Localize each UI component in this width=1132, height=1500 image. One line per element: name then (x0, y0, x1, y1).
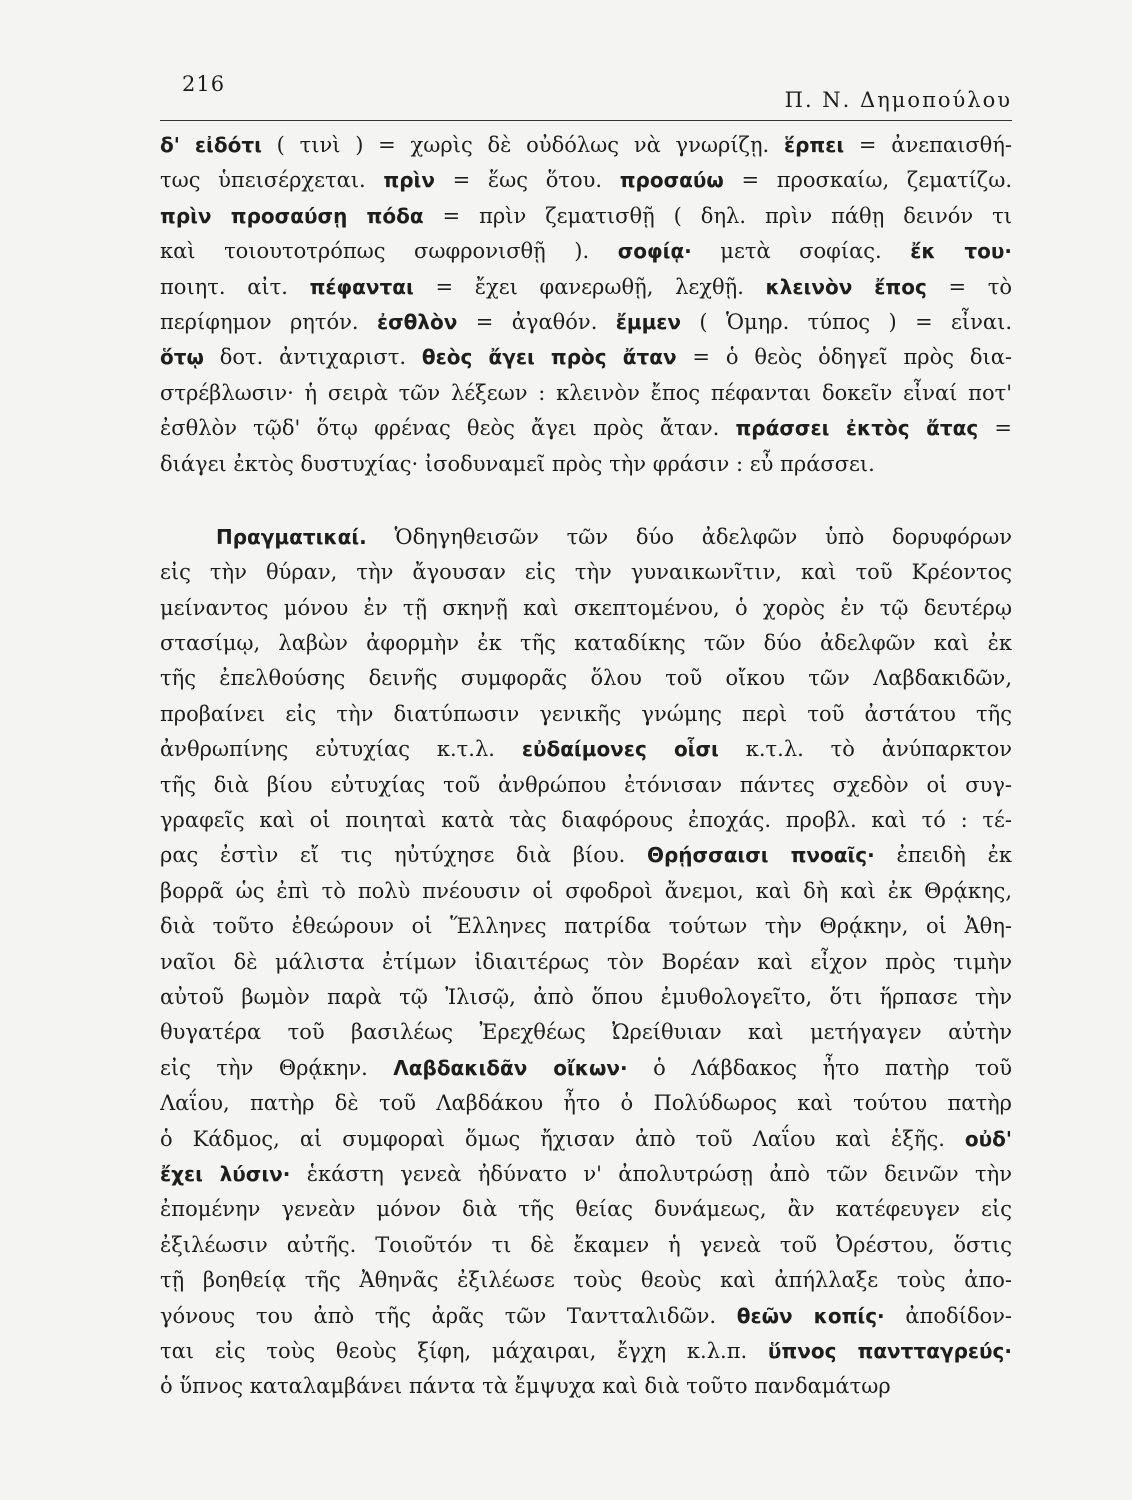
lemma-term: εὐδαίμονες οἷσι (521, 737, 719, 762)
lemma-term: προσαύω (619, 168, 724, 193)
page-number: 216 (182, 72, 226, 96)
line-text: εἰς τὴν Θρᾴκην. (160, 1055, 394, 1080)
text-line (160, 1051, 1012, 1086)
text-line (160, 270, 1012, 305)
line-text: γραφεῖς καὶ οἱ ποιηταὶ κατὰ τὰς διαφόρους ἐποχάς. προβλ. καὶ τό : τέ- (160, 808, 1012, 833)
line-text: μείναντος μόνου ἐν τῇ σκηνῇ καὶ σκεπτομένου, ὁ χορὸς ἐν τῷ δευτέρῳ (160, 595, 1012, 620)
lemma-term: πράσσει ἐκτὸς ἄτας (735, 416, 979, 441)
line-text: γόνους του ἀπὸ τῆς ἀρᾶς τῶν Ταντταλιδῶν. (160, 1303, 737, 1328)
line-text: Λαΐου, πατὴρ δὲ τοῦ Λαβδάκου ἦτο ὁ Πολύδωρος καὶ τούτου πατὴρ (160, 1091, 1012, 1116)
text-line (160, 838, 1012, 873)
line-text: ρας ἐστὶν εἴ τις ηὐτύχησε διὰ βίου. (160, 843, 647, 868)
running-title: Π. Ν. Δημοπούλου (784, 88, 1012, 112)
line-text: καὶ τοιουτοτρόπως σωφρονισθῇ ). (160, 239, 618, 264)
text-line (160, 411, 1012, 446)
line-text: ( Ὁμηρ. τύπος ) = εἶναι. (681, 309, 1012, 334)
line-text: μετὰ σοφίας. (691, 239, 911, 264)
line-text: = τὸ (926, 274, 1012, 299)
line-text: ὁ Κάδμος, αἱ συμφοραὶ ὅμως ἤχισαν ἀπὸ τοῦ Λαΐου καὶ ἑξῆς. (160, 1126, 965, 1151)
text-line (160, 661, 1012, 696)
line-text: τῆς ἐπελθούσης δεινῆς συμφορᾶς ὅλου τοῦ οἴκου τῶν Λαβδακιδῶν, (160, 666, 1012, 691)
line-text: = (978, 416, 1012, 441)
paragraph-gap (160, 482, 1012, 520)
lemma-term: πρὶν (383, 168, 435, 193)
line-text: ἐσθλὸν τῷδ' ὅτῳ φρένας θεὸς ἄγει πρὸς ἄταν. (160, 416, 736, 441)
text-line (160, 1334, 1012, 1369)
text-line (160, 447, 1012, 482)
text-line (160, 980, 1012, 1015)
line-text: = ἀγαθόν. (457, 309, 616, 334)
lemma-term: ἔχει λύσιν· (160, 1161, 291, 1186)
lemma-term: θεῶν κοπίς· (736, 1303, 885, 1328)
page-header (160, 68, 1012, 121)
lemma-term: Πραγματικαί. (216, 524, 367, 549)
line-text: = ὁ θεὸς ὁδηγεῖ πρὸς δια- (676, 345, 1012, 370)
text-line (160, 376, 1012, 411)
line-text: ἐπομένην γενεὰν μόνον διὰ τῆς θείας δυνάμεως, ἂν κατέφευγεν εἰς (160, 1197, 1012, 1222)
text-line (160, 1086, 1012, 1121)
lemma-term: Θρῄσσαισι πνοαῖς· (646, 843, 875, 868)
line-text: προβαίνει εἰς τὴν διατύπωσιν γενικῆς γνώμης περὶ τοῦ ἀστάτου τῆς (160, 701, 1012, 726)
text-line (160, 1122, 1012, 1157)
line-text: διάγει ἐκτὸς δυστυχίας· ἰσοδυναμεῖ πρὸς τὴν φράσιν : εὖ πράσσει. (160, 451, 875, 476)
lemma-term: πρὶν προσαύσῃ πόδα (160, 203, 424, 228)
line-text: = προσκαίω, ζεματίζω. (723, 168, 1012, 193)
text-line (160, 520, 1012, 555)
text-line (160, 626, 1012, 661)
line-text: ἐπειδὴ ἐκ (874, 843, 1012, 868)
line-text: βορρᾶ ὡς ἐπὶ τὸ πολὺ πνέουσιν οἱ σφοδροὶ ἄνεμοι, καὶ δὴ καὶ ἐκ Θρᾴκης, (160, 878, 1012, 903)
lemma-term: ἕρπει (783, 133, 845, 157)
line-text: = ἀνεπαισθή- (844, 133, 1012, 157)
text-line (160, 1299, 1012, 1334)
line-text: αὐτοῦ βωμὸν παρὰ τῷ Ἰλισῷ, ἀπὸ ὅπου ἐμυθολογεῖτο, ὅτι ἥρπασε τὴν (160, 984, 1012, 1009)
line-text: ὁ ὕπνος καταλαμβάνει πάντα τὰ ἔμψυχα καὶ διὰ τοῦτο πανδαμάτωρ (160, 1374, 891, 1399)
text-line (160, 234, 1012, 269)
line-text: στασίμῳ, λαβὼν ἀφορμὴν ἐκ τῆς καταδίκης τῶν δύο ἀδελφῶν καὶ ἐκ (160, 631, 1012, 656)
text-line (160, 1369, 1012, 1404)
line-text: στρέβλωσιν· ἡ σειρὰ τῶν λέξεων : κλεινὸν ἔπος πέφανται δοκεῖν εἶναί ποτ' (160, 380, 1012, 405)
page-body (160, 128, 1012, 1405)
line-text: εἰς τὴν θύραν, τὴν ἄγουσαν εἰς τὴν γυναικωνῖτιν, καὶ τοῦ Κρέοντος (160, 560, 1012, 585)
line-text: θυγατέρα τοῦ βασιλέως Ἐρεχθέως Ὠρείθυιαν καὶ μετήγαγεν αὐτὴν (160, 1020, 1012, 1045)
text-line (160, 803, 1012, 838)
lemma-term: ἔκ του· (910, 239, 1012, 264)
line-text: ται εἰς τοὺς θεοὺς ξίφη, μάχαιραι, ἔγχη κ.λ.π. (160, 1338, 768, 1363)
lemma-term: Λαβδακιδᾶν οἴκων· (393, 1055, 628, 1080)
line-text: τῆς διὰ βίου εὐτυχίας τοῦ ἀνθρώπου ἐτόνισαν πάντες σχεδὸν οἱ συγ- (160, 772, 1012, 797)
line-text: τως ὑπεισέρχεται. (160, 168, 384, 193)
text-line (160, 874, 1012, 909)
lemma-term: πέφανται (309, 274, 414, 299)
text-line (160, 340, 1012, 375)
line-text: ἐξιλέωσιν αὐτῆς. Τοιοῦτόν τι δὲ ἔκαμεν ἡ γενεὰ τοῦ Ὀρέστου, ὅστις (160, 1232, 1012, 1257)
lemma-term: ὅτῳ (160, 345, 204, 370)
text-line (160, 1192, 1012, 1227)
lemma-term: ὕπνος παντταγρεύς· (767, 1338, 1012, 1363)
line-text: ναῖοι δὲ μάλιστα ἐτίμων ἰδιαιτέρως τὸν Βορέαν καὶ εἶχον πρὸς τιμὴν (160, 949, 1012, 974)
line-text: ἀνθρωπίνης εὐτυχίας κ.τ.λ. (160, 737, 522, 762)
lemma-term: ἔμμεν (615, 309, 682, 334)
line-text: τῇ βοηθείᾳ τῆς Ἀθηνᾶς ἐξιλέωσε τοὺς θεοὺς καὶ ἀπήλλαξε τοὺς ἀπο- (160, 1268, 1012, 1293)
text-line (160, 1157, 1012, 1192)
line-text: Ὁδηγηθεισῶν τῶν δύο ἀδελφῶν ὑπὸ δορυφόρων (366, 524, 1012, 549)
line-text: κ.τ.λ. τὸ ἀνύπαρκτον (718, 737, 1012, 762)
text-line (160, 1015, 1012, 1050)
text-line (160, 199, 1012, 234)
text-line (160, 732, 1012, 767)
line-text: δοτ. ἀντιχαριστ. (203, 345, 422, 370)
lemma-term: σοφίᾳ· (617, 239, 692, 264)
line-text: ὁ Λάβδακος ἦτο πατὴρ τοῦ (627, 1055, 1012, 1080)
text-line (160, 697, 1012, 732)
text-line (160, 1228, 1012, 1263)
line-text: ποιητ. αἰτ. (160, 274, 310, 299)
text-line (160, 591, 1012, 626)
lemma-term: κλεινὸν ἔπος (765, 274, 927, 299)
text-line (160, 128, 1012, 163)
text-line (160, 1263, 1012, 1298)
lemma-term: οὐδ' (964, 1126, 1012, 1151)
line-text: διὰ τοῦτο ἐθεώρουν οἱ Ἕλληνες πατρίδα τούτων τὴν Θρᾴκην, οἱ Ἀθη- (160, 914, 1012, 939)
lemma-term: δ' εἰδότι (160, 133, 262, 157)
paragraph (160, 520, 1012, 1405)
text-line (160, 163, 1012, 198)
text-line (160, 909, 1012, 944)
line-text: ( τινὶ ) = χωρὶς δὲ οὐδόλως νὰ γνωρίζῃ. (261, 133, 784, 157)
line-text: = ἕως ὅτου. (434, 168, 620, 193)
line-text: = πρὶν ζεματισθῇ ( δηλ. πρὶν πάθῃ δεινόν τι (423, 203, 1012, 228)
text-line (160, 945, 1012, 980)
text-line (160, 555, 1012, 590)
text-line (160, 768, 1012, 803)
line-text: περίφημον ρητόν. (160, 309, 377, 334)
paragraph (160, 128, 1012, 482)
lemma-term: θεὸς ἄγει πρὸς ἄταν (421, 345, 677, 370)
line-text: ἀποδίδον- (884, 1303, 1012, 1328)
line-text: ἑκάστη γενεὰ ἠδύνατο ν' ἀπολυτρώσῃ ἀπὸ τῶν δεινῶν τὴν (290, 1161, 1012, 1186)
lemma-term: ἐσθλὸν (376, 309, 458, 334)
line-text: = ἔχει φανερωθῇ, λεχθῇ. (413, 274, 766, 299)
text-line (160, 305, 1012, 340)
